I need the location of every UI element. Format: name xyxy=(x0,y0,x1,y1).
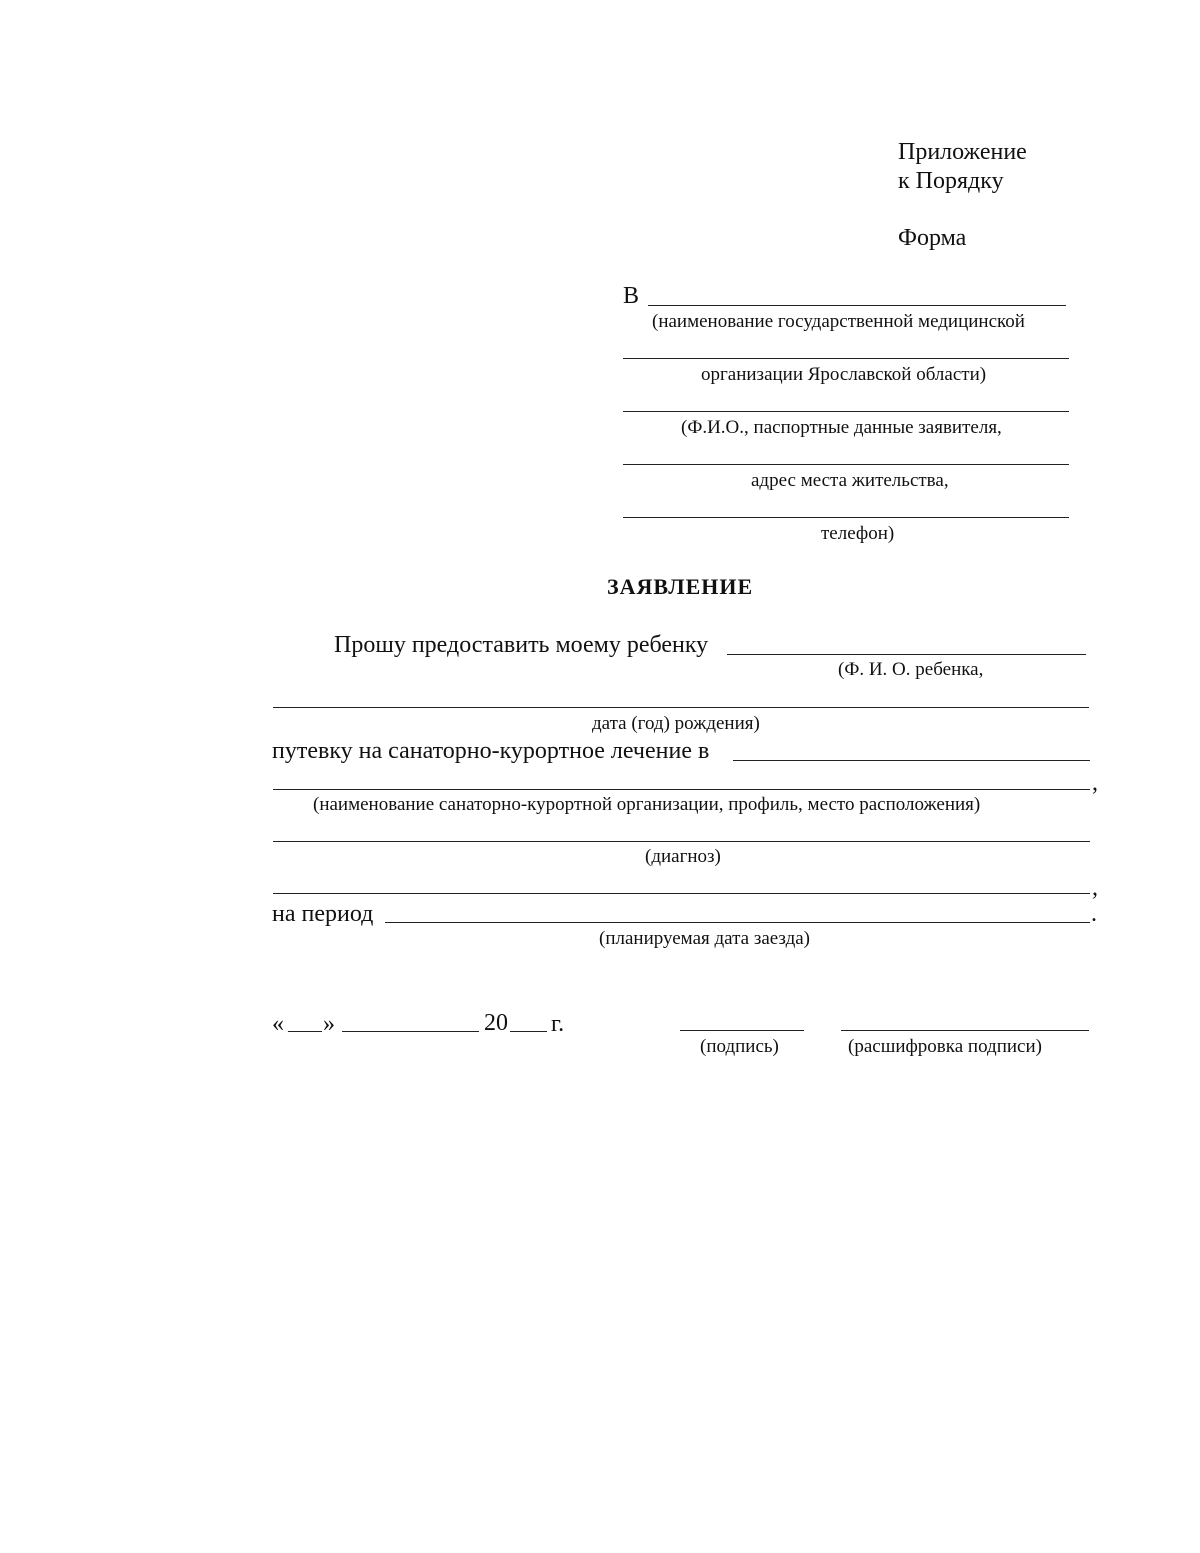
applicant-caption-1: (Ф.И.О., паспортные данные заявителя, xyxy=(681,417,1002,438)
period-text: на период xyxy=(272,901,374,927)
comma-2: , xyxy=(1092,875,1098,901)
month-field[interactable] xyxy=(342,1031,479,1032)
signature-decoding-caption: (расшифровка подписи) xyxy=(848,1036,1042,1057)
signature-line[interactable] xyxy=(680,1030,804,1031)
year-suffix: г. xyxy=(551,1011,565,1037)
diagnosis-line[interactable] xyxy=(273,841,1090,842)
day-field[interactable] xyxy=(288,1031,322,1032)
appendix-label: Приложение xyxy=(898,139,1027,165)
organization-caption-2: организации Ярославской области) xyxy=(701,364,987,385)
to-label: В xyxy=(623,283,640,309)
applicant-line-3[interactable] xyxy=(623,517,1069,518)
sanatorium-line-2[interactable] xyxy=(273,789,1090,790)
year-field[interactable] xyxy=(510,1031,547,1032)
day-quote-open: « xyxy=(272,1011,284,1037)
form-label: Форма xyxy=(898,225,967,251)
date-caption: (планируемая дата заезда) xyxy=(599,928,811,949)
order-label: к Порядку xyxy=(898,168,1004,194)
applicant-caption-2: адрес места жительства, xyxy=(751,470,949,491)
child-caption-1: (Ф. И. О. ребенка, xyxy=(838,659,984,680)
organization-name-line[interactable] xyxy=(648,305,1066,306)
child-caption-2: дата (год) рождения) xyxy=(592,713,760,734)
year-prefix: 20 xyxy=(484,1010,508,1036)
period-end-dot: . xyxy=(1091,901,1097,927)
organization-caption-1: (наименование государственной медицинской xyxy=(652,311,1025,332)
organization-name-line-2[interactable] xyxy=(623,358,1069,359)
diagnosis-caption: (диагноз) xyxy=(645,846,721,867)
comma-1: , xyxy=(1092,770,1098,796)
applicant-line-1[interactable] xyxy=(623,411,1069,412)
sanatorium-caption: (наименование санаторно-курортной организации, профиль, место расположения) xyxy=(313,794,981,815)
request-text: Прошу предоставить моему ребенку xyxy=(334,632,709,658)
applicant-caption-3: телефон) xyxy=(821,523,895,544)
diagnosis-line-2[interactable] xyxy=(273,893,1090,894)
document-title: ЗАЯВЛЕНИЕ xyxy=(607,574,754,599)
applicant-line-2[interactable] xyxy=(623,464,1069,465)
sanatorium-line-1[interactable] xyxy=(733,760,1090,761)
period-line[interactable] xyxy=(385,922,1090,923)
signature-caption: (подпись) xyxy=(700,1036,779,1057)
signature-decoding-line[interactable] xyxy=(841,1030,1089,1031)
child-birth-line[interactable] xyxy=(273,707,1089,708)
voucher-text: путевку на санаторно-курортное лечение в xyxy=(272,738,710,764)
day-quote-close: » xyxy=(323,1011,335,1037)
child-name-line[interactable] xyxy=(727,654,1086,655)
